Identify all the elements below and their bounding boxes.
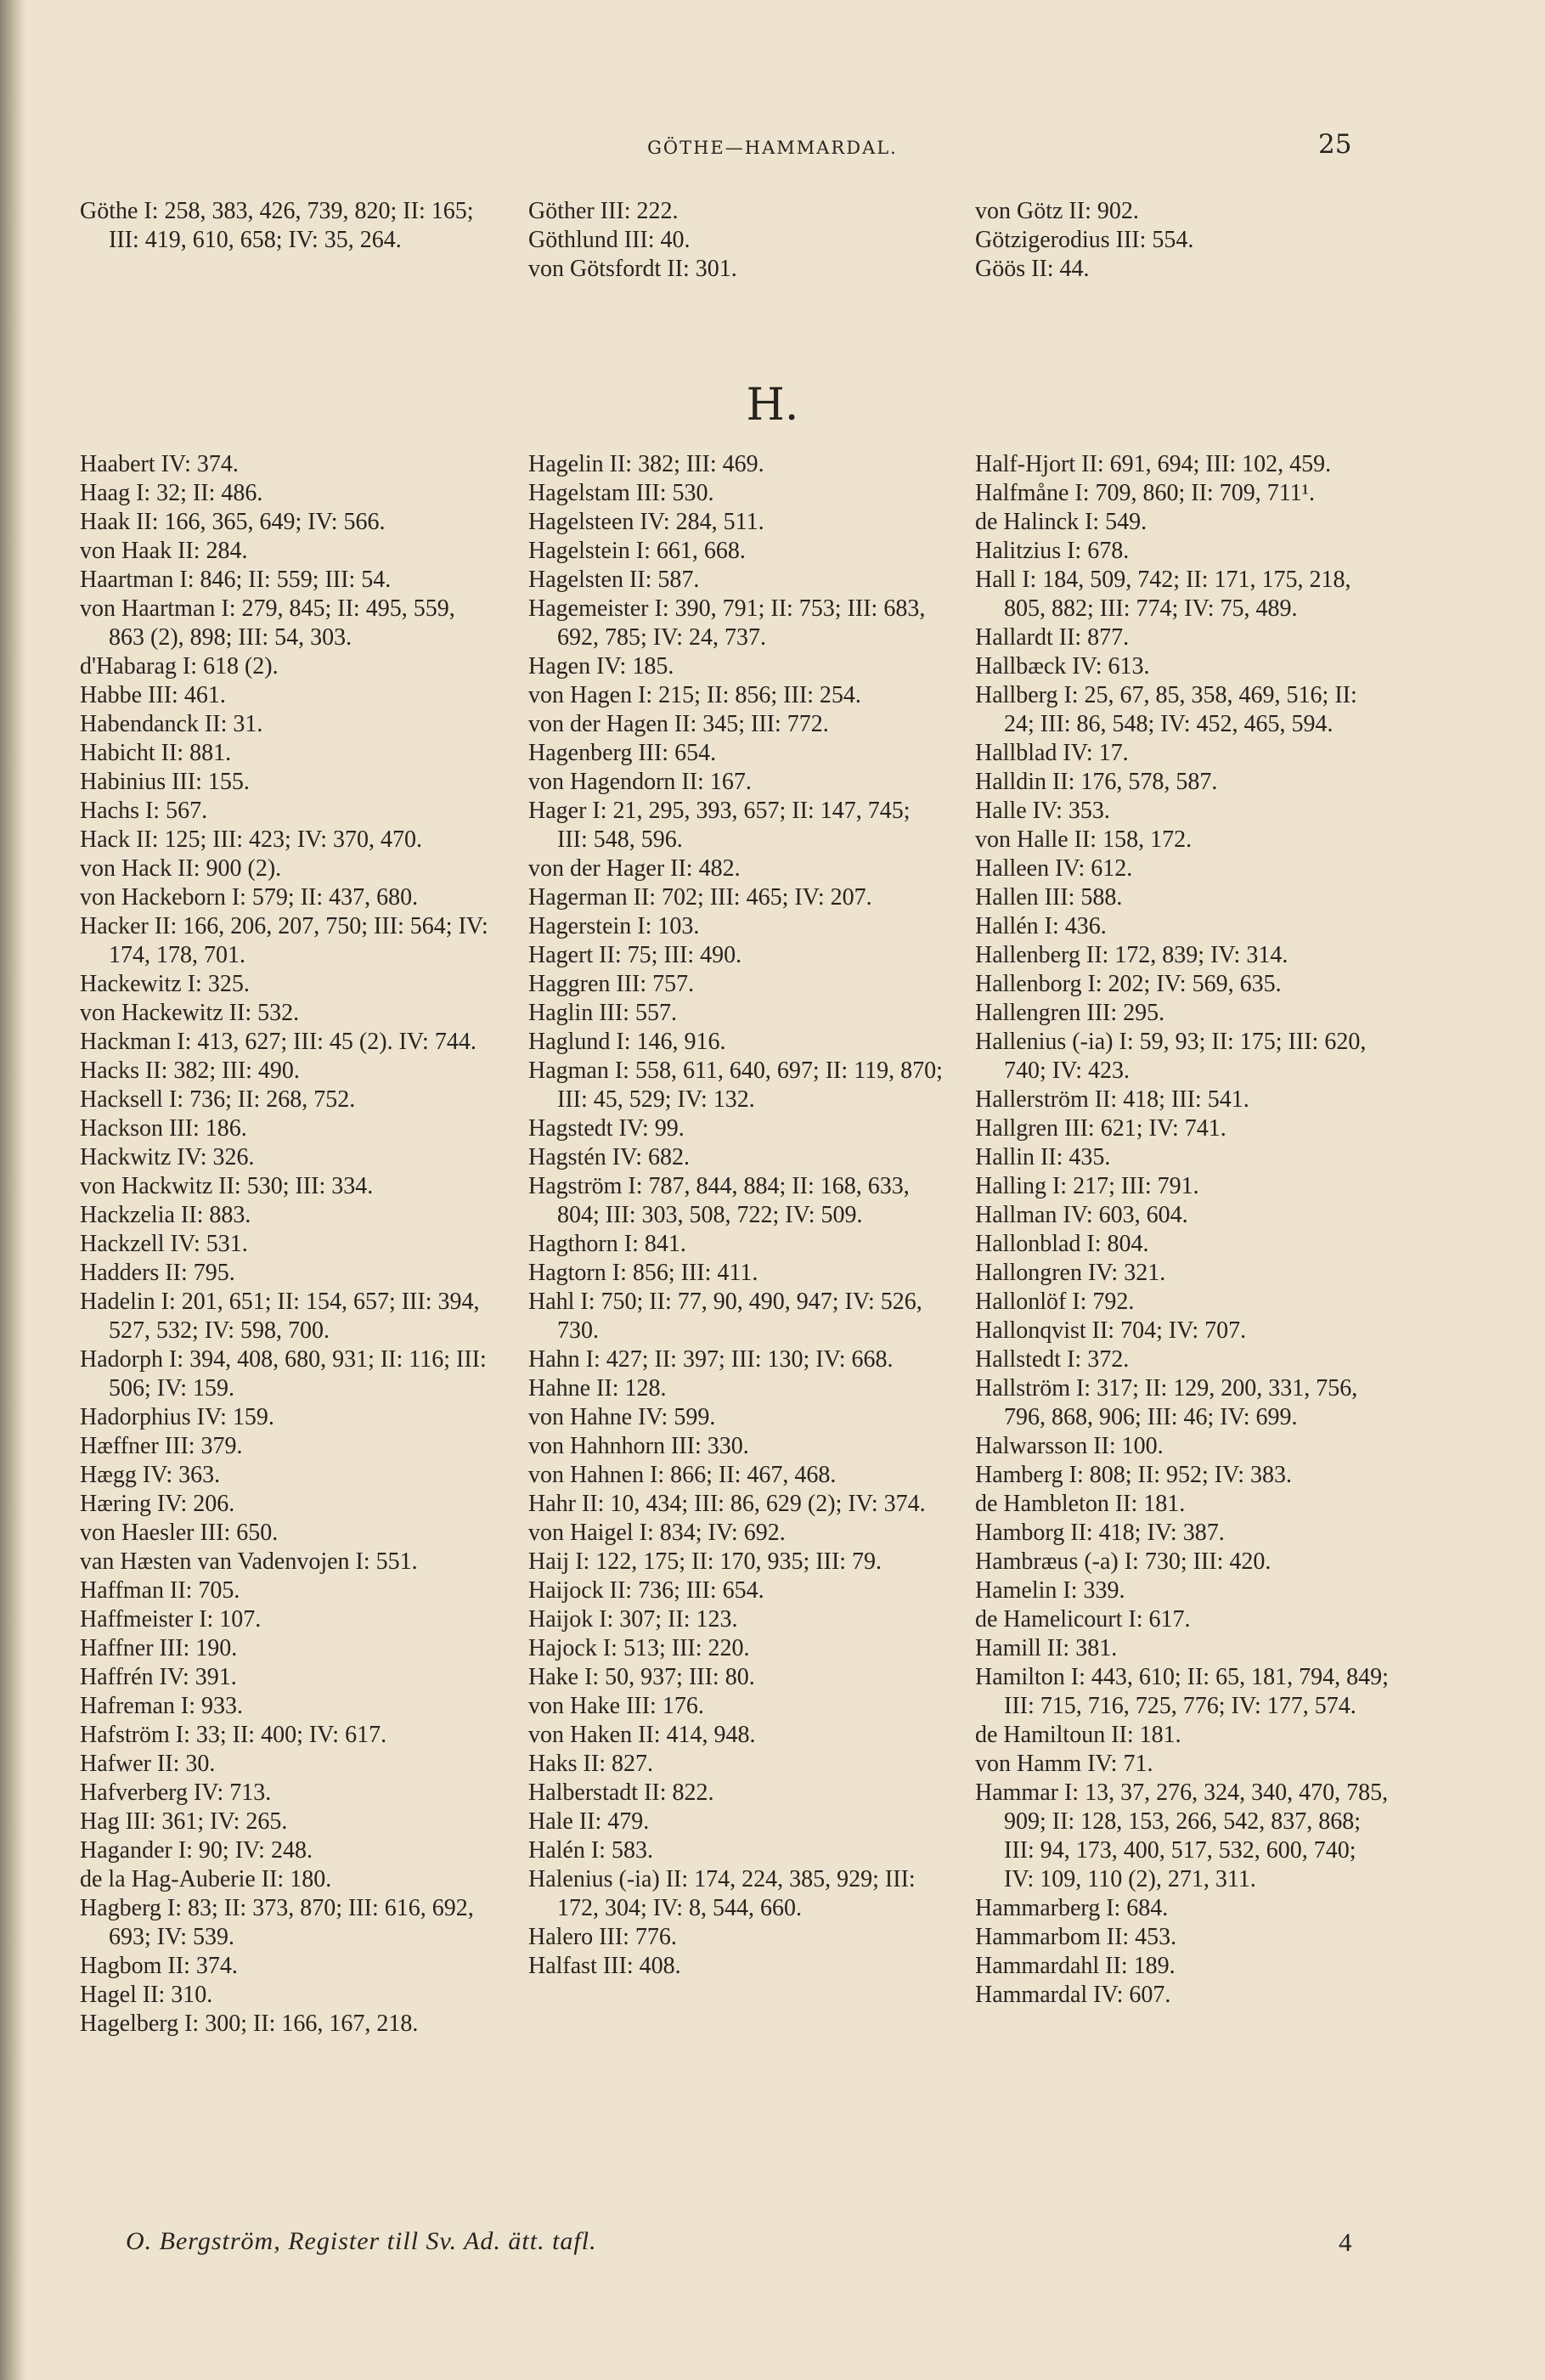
index-entry: von Halle II: 158, 172.	[975, 826, 1193, 853]
index-entry: Haffner III: 190.	[80, 1635, 238, 1661]
index-entry: Hallerström II: 418; III: 541.	[975, 1086, 1249, 1113]
index-entry: Hackzell IV: 531.	[80, 1231, 248, 1257]
index-entry: Haffmeister I: 107.	[80, 1606, 262, 1633]
index-entry: Hallman IV: 603, 604.	[975, 1202, 1188, 1228]
index-entry: von Haak II: 284.	[80, 538, 248, 564]
index-entry: Hagthorn I: 841.	[528, 1231, 686, 1257]
index-entry: Hale II: 479.	[528, 1808, 650, 1835]
index-entry: von Haken II: 414, 948.	[528, 1722, 756, 1748]
index-entry: Hallenius (-ia) I: 59, 93; II: 175; III: 620, 740; IV: 423.	[975, 1029, 1367, 1084]
index-entry: von Götz II: 902.	[975, 198, 1139, 224]
index-entry: Haij I: 122, 175; II: 170, 935; III: 79.	[528, 1548, 882, 1575]
index-entry: von Haartman I: 279, 845; II: 495, 559, 863 (2), 898; III: 54, 303.	[80, 595, 455, 651]
index-entry: Göös II: 44.	[975, 256, 1090, 282]
index-entry: von Hahne IV: 599.	[528, 1404, 716, 1430]
index-entry: Hager I: 21, 295, 393, 657; II: 147, 745; III: 548, 596.	[528, 798, 911, 853]
index-column-3	[975, 450, 1391, 2010]
index-entry: Hacker II: 166, 206, 207, 750; III: 564; IV: 174, 178, 701.	[80, 913, 488, 968]
index-entry: Hacks II: 382; III: 490.	[80, 1057, 300, 1084]
index-entry: Hafverberg IV: 713.	[80, 1779, 272, 1806]
index-entry: Hahne II: 128.	[528, 1375, 667, 1401]
index-entry: Hamill II: 381.	[975, 1635, 1118, 1661]
index-entry: Hagtorn I: 856; III: 411.	[528, 1260, 758, 1286]
index-entry: Hagert II: 75; III: 490.	[528, 942, 742, 968]
index-entry: Hagelin II: 382; III: 469.	[528, 451, 764, 477]
index-entry: Hahn I: 427; II: 397; III: 130; IV: 668.	[528, 1346, 894, 1373]
index-entry: Haffman II: 705.	[80, 1577, 240, 1604]
index-entry: Haglund I: 146, 916.	[528, 1029, 726, 1055]
index-entry: van Hæsten van Vadenvojen I: 551.	[80, 1548, 418, 1575]
index-entry: von Hackwitz II: 530; III: 334.	[80, 1173, 374, 1199]
index-entry: Hallén I: 436.	[975, 913, 1107, 939]
index-entry: Hafström I: 33; II: 400; IV: 617.	[80, 1722, 387, 1748]
running-head: GÖTHE—HAMMARDAL.	[647, 138, 898, 158]
section-letter: H.	[746, 380, 799, 431]
index-entry: Haijock II: 736; III: 654.	[528, 1577, 764, 1604]
index-entry: de Hamelicourt I: 617.	[975, 1606, 1191, 1633]
index-entry: d'Habarag I: 618 (2).	[80, 653, 279, 680]
index-entry: Hallengren III: 295.	[975, 1000, 1165, 1026]
index-entry: Haggren III: 757.	[528, 971, 695, 997]
index-entry: Haabert IV: 374.	[80, 451, 239, 477]
index-entry: Hallonlöf I: 792.	[975, 1289, 1135, 1315]
index-entry: Hallen III: 588.	[975, 884, 1123, 911]
index-entry: Halldin II: 176, 578, 587.	[975, 769, 1218, 795]
index-entry: von Hack II: 900 (2).	[80, 855, 282, 882]
index-entry: Habicht II: 881.	[80, 740, 232, 766]
index-entry: Haak II: 166, 365, 649; IV: 566.	[80, 509, 386, 535]
index-entry: Hallonblad I: 804.	[975, 1231, 1149, 1257]
index-entry: Hagstedt IV: 99.	[528, 1115, 685, 1142]
index-entry: Hammardahl II: 189.	[975, 1953, 1176, 1979]
index-entry: Hagstén IV: 682.	[528, 1144, 690, 1170]
page-number: 25	[1318, 129, 1352, 160]
index-entry: Göthe I: 258, 383, 426, 739, 820; II: 165; III: 419, 610, 658; IV: 35, 264.	[80, 198, 474, 253]
index-entry: von Hamm IV: 71.	[975, 1751, 1153, 1777]
index-entry: von der Hagen II: 345; III: 772.	[528, 711, 829, 737]
index-entry: Hagelsten II: 587.	[528, 567, 700, 593]
index-entry: Hagel II: 310.	[80, 1982, 213, 2008]
index-entry: von Haesler III: 650.	[80, 1520, 279, 1546]
index-entry: Halle IV: 353.	[975, 798, 1110, 824]
index-entry: Hamilton I: 443, 610; II: 65, 181, 794, 849; III: 715, 716, 725, 776; IV: 177, 574.	[975, 1664, 1389, 1719]
index-entry: Hæring IV: 206.	[80, 1491, 235, 1517]
index-entry: Hagen IV: 185.	[528, 653, 674, 680]
top-column-3	[975, 197, 1391, 284]
source-footer: O. Bergström, Register till Sv. Ad. ätt. tafl.	[126, 2227, 597, 2255]
index-entry: de la Hag-Auberie II: 180.	[80, 1866, 332, 1892]
index-entry: Haffrén IV: 391.	[80, 1664, 237, 1690]
index-entry: Hægg IV: 363.	[80, 1462, 221, 1488]
index-entry: von der Hager II: 482.	[528, 855, 741, 882]
index-entry: Hafwer II: 30.	[80, 1751, 216, 1777]
index-entry: Hackwitz IV: 326.	[80, 1144, 255, 1170]
index-entry: Hagelsteen IV: 284, 511.	[528, 509, 764, 535]
index-entry: Hammarberg I: 684.	[975, 1895, 1169, 1921]
index-entry: Hagström I: 787, 844, 884; II: 168, 633, 804; III: 303, 508, 722; IV: 509.	[528, 1173, 910, 1228]
index-entry: Hamborg II: 418; IV: 387.	[975, 1520, 1225, 1546]
index-entry: Hackman I: 413, 627; III: 45 (2). IV: 744.	[80, 1029, 476, 1055]
index-entry: Hag III: 361; IV: 265.	[80, 1808, 288, 1835]
index-entry: Hambræus (-a) I: 730; III: 420.	[975, 1548, 1272, 1575]
index-entry: Hamelin I: 339.	[975, 1577, 1125, 1604]
index-entry: von Hahnen I: 866; II: 467, 468.	[528, 1462, 837, 1488]
index-entry: Haartman I: 846; II: 559; III: 54.	[80, 567, 392, 593]
index-entry: Halling I: 217; III: 791.	[975, 1173, 1199, 1199]
index-entry: Hallberg I: 25, 67, 85, 358, 469, 516; II: 24; III: 86, 548; IV: 452, 465, 594.	[975, 682, 1357, 737]
index-entry: Haglin III: 557.	[528, 1000, 677, 1026]
index-entry: Halfast III: 408.	[528, 1953, 681, 1979]
index-entry: Hallin II: 435.	[975, 1144, 1111, 1170]
index-column-1	[80, 450, 496, 2039]
index-entry: von Hackewitz II: 532.	[80, 1000, 300, 1026]
index-entry: Hake I: 50, 937; III: 80.	[528, 1664, 755, 1690]
top-column-2	[528, 197, 944, 284]
index-entry: Hallenborg I: 202; IV: 569, 635.	[975, 971, 1282, 997]
index-entry: von Hake III: 176.	[528, 1693, 704, 1719]
index-entry: Hallonqvist II: 704; IV: 707.	[975, 1317, 1247, 1344]
index-entry: Hadorph I: 394, 408, 680, 931; II: 116; III: 506; IV: 159.	[80, 1346, 487, 1401]
index-entry: Halfmåne I: 709, 860; II: 709, 711¹.	[975, 480, 1316, 506]
index-entry: Hagberg I: 83; II: 373, 870; III: 616, 692, 693; IV: 539.	[80, 1895, 474, 1950]
index-entry: Hagelstein I: 661, 668.	[528, 538, 746, 564]
index-entry: Hahr II: 10, 434; III: 86, 629 (2); IV: 374.	[528, 1491, 926, 1517]
index-entry: Habendanck II: 31.	[80, 711, 263, 737]
index-entry: Hajock I: 513; III: 220.	[528, 1635, 750, 1661]
page-edge-shadow	[0, 0, 25, 2380]
index-entry: Hadders II: 795.	[80, 1260, 235, 1286]
index-entry: Hallenberg II: 172, 839; IV: 314.	[975, 942, 1288, 968]
index-entry: von Götsfordt II: 301.	[528, 256, 737, 282]
index-entry: Hallongren IV: 321.	[975, 1260, 1166, 1286]
index-entry: Hallström I: 317; II: 129, 200, 331, 756, 796, 868, 906; III: 46; IV: 699.	[975, 1375, 1358, 1430]
index-entry: Hallbæck IV: 613.	[975, 653, 1150, 680]
index-entry: Göther III: 222.	[528, 198, 679, 224]
index-entry: Götzigerodius III: 554.	[975, 227, 1194, 253]
index-entry: Hagerstein I: 103.	[528, 913, 700, 939]
index-entry: Hackzelia II: 883.	[80, 1202, 251, 1228]
index-entry: Göthlund III: 40.	[528, 227, 691, 253]
index-entry: Hagemeister I: 390, 791; II: 753; III: 683, 692, 785; IV: 24, 737.	[528, 595, 926, 651]
index-entry: Hagenberg III: 654.	[528, 740, 717, 766]
index-entry: Half-Hjort II: 691, 694; III: 102, 459.	[975, 451, 1332, 477]
signature-mark: 4	[1339, 2227, 1352, 2257]
index-entry: Hammardal IV: 607.	[975, 1982, 1171, 2008]
index-entry: de Halinck I: 549.	[975, 509, 1147, 535]
index-entry: de Hamiltoun II: 181.	[975, 1722, 1181, 1748]
index-entry: Hall I: 184, 509, 742; II: 171, 175, 218, 805, 882; III: 774; IV: 75, 489.	[975, 567, 1351, 622]
index-entry: Hammar I: 13, 37, 276, 324, 340, 470, 785, 909; II: 128, 153, 266, 542, 837, 868; III: 94, 173, 400, 517, 532, 600, 740; IV: 109, 110 (2), 271, 311.	[975, 1779, 1389, 1892]
index-entry: von Hahnhorn III: 330.	[528, 1433, 749, 1459]
index-entry: von Hagendorn II: 167.	[528, 769, 752, 795]
index-entry: Hæffner III: 379.	[80, 1433, 243, 1459]
index-entry: Hackson III: 186.	[80, 1115, 247, 1142]
index-entry: Halenius (-ia) II: 174, 224, 385, 929; III: 172, 304; IV: 8, 544, 660.	[528, 1866, 916, 1921]
index-entry: de Hambleton II: 181.	[975, 1491, 1186, 1517]
index-column-2	[528, 450, 944, 1981]
index-entry: Halén I: 583.	[528, 1837, 653, 1864]
index-entry: Hahl I: 750; II: 77, 90, 490, 947; IV: 526, 730.	[528, 1289, 922, 1344]
index-entry: Hacksell I: 736; II: 268, 752.	[80, 1086, 356, 1113]
index-entry: Hagander I: 90; IV: 248.	[80, 1837, 313, 1864]
index-entry: Hallardt II: 877.	[975, 624, 1130, 651]
index-entry: Hallgren III: 621; IV: 741.	[975, 1115, 1226, 1142]
index-entry: Halitzius I: 678.	[975, 538, 1130, 564]
top-column-1	[80, 197, 496, 255]
index-entry: Hackewitz I: 325.	[80, 971, 250, 997]
index-entry: Haijok I: 307; II: 123.	[528, 1606, 738, 1633]
index-entry: Hadelin I: 201, 651; II: 154, 657; III: 394, 527, 532; IV: 598, 700.	[80, 1289, 480, 1344]
index-entry: Halero III: 776.	[528, 1924, 677, 1950]
index-entry: Hagelstam III: 530.	[528, 480, 714, 506]
index-entry: Haks II: 827.	[528, 1751, 653, 1777]
index-entry: von Hackeborn I: 579; II: 437, 680.	[80, 884, 419, 911]
index-entry: von Hagen I: 215; II: 856; III: 254.	[528, 682, 861, 708]
index-entry: Hack II: 125; III: 423; IV: 370, 470.	[80, 826, 423, 853]
index-entry: Hagman I: 558, 611, 640, 697; II: 119, 870; III: 45, 529; IV: 132.	[528, 1057, 943, 1113]
index-entry: Hadorphius IV: 159.	[80, 1404, 274, 1430]
index-entry: Hagbom II: 374.	[80, 1953, 238, 1979]
index-entry: Halberstadt II: 822.	[528, 1779, 714, 1806]
index-entry: Hagerman II: 702; III: 465; IV: 207.	[528, 884, 872, 911]
index-entry: Hammarbom II: 453.	[975, 1924, 1177, 1950]
index-entry: Habbe III: 461.	[80, 682, 226, 708]
index-entry: von Haigel I: 834; IV: 692.	[528, 1520, 786, 1546]
index-entry: Hamberg I: 808; II: 952; IV: 383.	[975, 1462, 1293, 1488]
index-entry: Halleen IV: 612.	[975, 855, 1133, 882]
index-entry: Halwarsson II: 100.	[975, 1433, 1164, 1459]
index-entry: Hallblad IV: 17.	[975, 740, 1129, 766]
index-entry: Hachs I: 567.	[80, 798, 208, 824]
index-entry: Hallstedt I: 372.	[975, 1346, 1130, 1373]
index-entry: Habinius III: 155.	[80, 769, 250, 795]
index-entry: Haag I: 32; II: 486.	[80, 480, 263, 506]
index-entry: Hafreman I: 933.	[80, 1693, 244, 1719]
index-entry: Hagelberg I: 300; II: 166, 167, 218.	[80, 2011, 419, 2037]
